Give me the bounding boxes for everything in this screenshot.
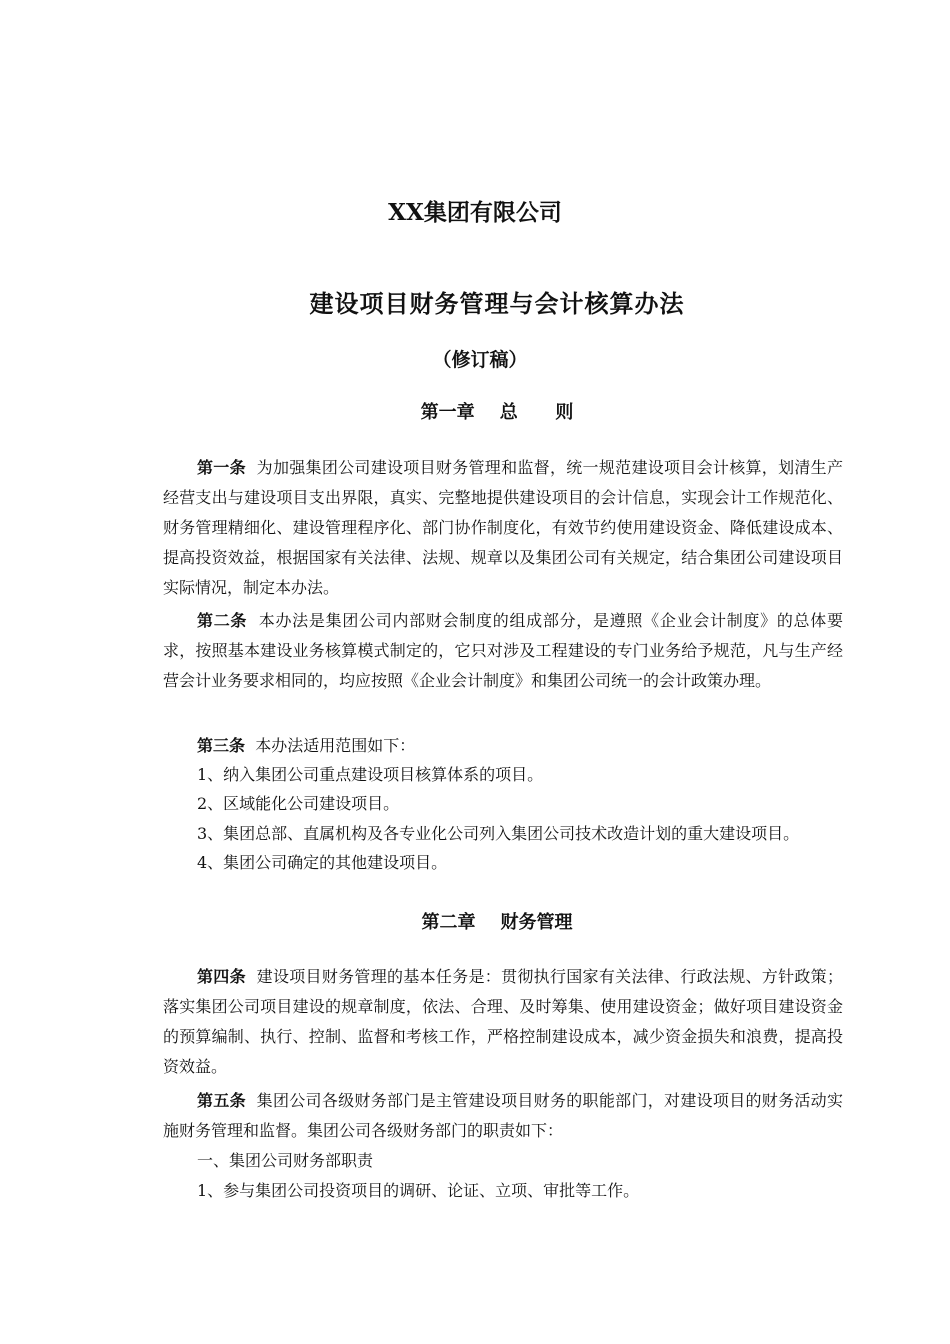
article-label: 第五条 [197,1091,246,1110]
article-label: 第三条 [197,736,246,755]
article-text: 本办法是集团公司内部财会制度的组成部分，是遵照《企业会计制度》的总体要求，按照基本建设业务核算模式制定的，它只对涉及工程建设的专门业务给予规范，凡与生产经营会计业务要求相同的，均应按照《企业会计制度》和集团公司统一的会计政策办理。 [163,611,843,690]
scope-item: 1、纳入集团公司重点建设项目核算体系的项目。 [197,765,544,784]
scope-item: 4、集团公司确定的其他建设项目。 [197,853,448,872]
chapter-1-heading: 第一章 总 则 [420,402,574,423]
duty-item: 一、集团公司财务部职责 [197,1151,374,1170]
article-2 [163,606,843,696]
article-4 [163,962,843,1082]
article-text: 为加强集团公司建设项目财务管理和监督，统一规范建设项目会计核算，划清生产经营支出与建设项目支出界限，真实、完整地提供建设项目的会计信息，实现会计工作规范化、财务管理精细化、建设管理程序化、部门协作制度化，有效节约使用建设资金、降低建设成本、提高投资效益，根据国家有关法律、法规、规章以及集团公司有关规定，结合集团公司建设项目实际情况，制定本办法。 [163,458,843,597]
article-5 [163,1086,843,1146]
article-label: 第四条 [197,967,246,986]
chapter-2-heading: 第二章 财务管理 [421,912,573,933]
article-label: 第二条 [197,611,248,630]
scope-item: 3、集团总部、直属机构及各专业化公司列入集团公司技术改造计划的重大建设项目。 [197,824,800,843]
article-label: 第一条 [197,458,246,477]
company-title: XX集团有限公司 [388,199,562,226]
document-subtitle: （修订稿） [432,349,528,371]
scope-item: 2、区域能化公司建设项目。 [197,794,400,813]
article-1 [163,453,843,603]
duty-item: 1、参与集团公司投资项目的调研、论证、立项、审批等工作。 [197,1181,640,1200]
document-title: 建设项目财务管理与会计核算办法 [309,289,685,318]
article-text: 本办法适用范围如下： [255,736,416,755]
article-text: 集团公司各级财务部门是主管建设项目财务的职能部门，对建设项目的财务活动实施财务管理和监督。集团公司各级财务部门的职责如下： [163,1091,843,1140]
article-text: 建设项目财务管理的基本任务是：贯彻执行国家有关法律、行政法规、方针政策；落实集团公司项目建设的规章制度，依法、合理、及时筹集、使用建设资金；做好项目建设资金的预算编制、执行、控制、监督和考核工作，严格控制建设成本，减少资金损失和浪费，提高投资效益。 [163,967,843,1076]
article-3 [163,731,843,761]
